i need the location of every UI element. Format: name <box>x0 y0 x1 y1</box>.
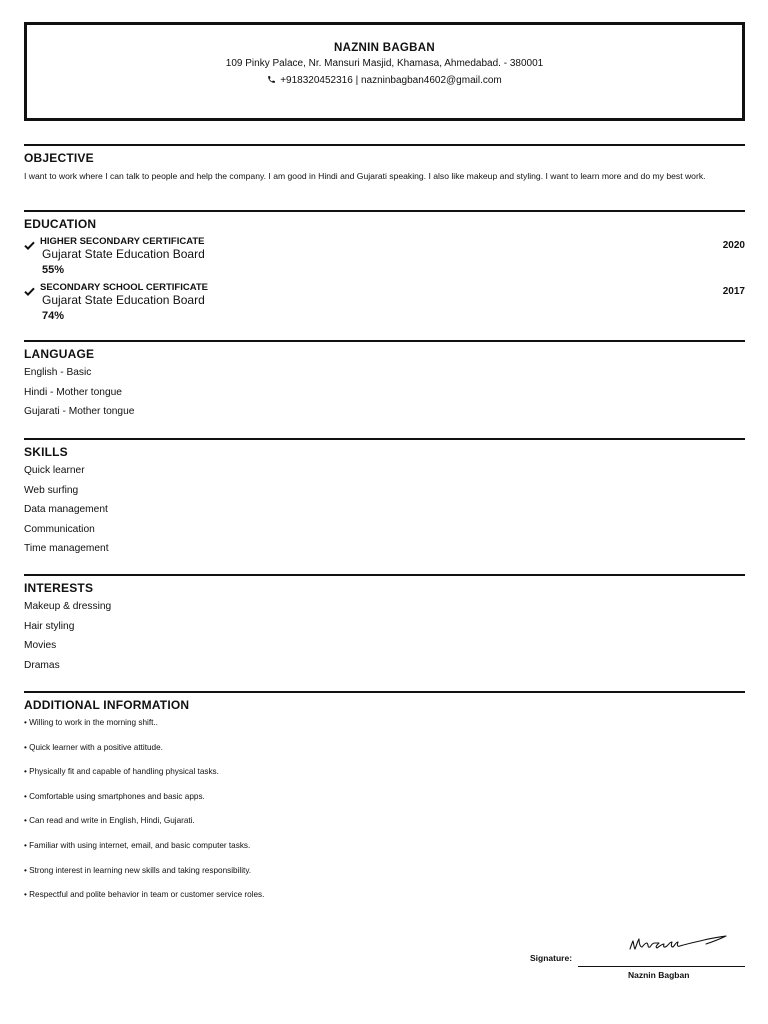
skills-title: SKILLS <box>24 445 68 459</box>
section-divider <box>24 144 745 146</box>
signature-block <box>530 925 745 985</box>
objective-section <box>24 144 745 183</box>
candidate-name: NAZNIN BAGBAN <box>333 42 435 54</box>
objective-text: I want to work where I can talk to people and help the company. I am good in Hindi and Gujarati speaking. I also like makeup and styling. I want to learn more and do my best work. <box>24 171 706 181</box>
list-item: Time management <box>24 543 109 555</box>
education-board: Gujarat State Education Board <box>42 247 205 261</box>
language-section <box>24 340 745 425</box>
education-percentage: 55% <box>42 264 65 276</box>
education-item <box>24 282 745 328</box>
objective-title: OBJECTIVE <box>24 151 94 165</box>
list-item: Hair styling <box>24 620 75 632</box>
section-divider <box>24 691 745 693</box>
list-item: Data management <box>24 504 108 516</box>
list-item: • Familiar with using internet, email, and basic computer tasks. <box>24 840 251 850</box>
interests-section <box>24 574 745 678</box>
resume-header <box>24 22 745 121</box>
checkmark-icon <box>24 283 35 301</box>
signature-name: Naznin Bagban <box>628 970 690 980</box>
list-item: English - Basic <box>24 367 92 378</box>
skills-section <box>24 438 745 562</box>
contact-text: +918320452316 | nazninbagban4602@gmail.com <box>280 75 502 86</box>
education-board: Gujarat State Education Board <box>42 293 205 307</box>
education-item <box>24 236 745 282</box>
list-item: • Can read and write in English, Hindi, Gujarati. <box>24 816 195 826</box>
education-certificate: SECONDARY SCHOOL CERTIFICATE <box>40 282 209 293</box>
signature-line <box>578 966 745 967</box>
candidate-contact <box>27 75 742 86</box>
list-item: Quick learner <box>24 465 85 476</box>
education-year: 2017 <box>722 286 745 297</box>
checkmark-icon <box>24 237 35 255</box>
section-divider <box>24 438 745 440</box>
interests-list <box>24 600 745 678</box>
education-year: 2020 <box>722 240 745 251</box>
education-percentage: 74% <box>42 310 65 322</box>
handwritten-signature <box>626 929 731 962</box>
skills-list <box>24 464 745 562</box>
list-item: Gujarati - Mother tongue <box>24 406 135 418</box>
language-title: LANGUAGE <box>24 347 95 361</box>
candidate-address: 109 Pinky Palace, Nr. Mansuri Masjid, Khamasa, Ahmedabad. - 380001 <box>225 58 544 69</box>
list-item: Movies <box>24 640 57 652</box>
list-item: • Willing to work in the morning shift.. <box>24 718 158 727</box>
section-divider <box>24 210 745 212</box>
list-item: Makeup & dressing <box>24 601 112 612</box>
signature-label: Signature: <box>530 953 573 963</box>
section-divider <box>24 574 745 576</box>
section-divider <box>24 340 745 342</box>
list-item: • Strong interest in learning new skills and taking responsibility. <box>24 865 252 875</box>
interests-title: INTERESTS <box>24 581 94 595</box>
list-item: Communication <box>24 523 95 535</box>
additional-section <box>24 691 745 914</box>
list-item: • Physically fit and capable of handling physical tasks. <box>24 767 219 777</box>
list-item: • Comfortable using smartphones and basic apps. <box>24 791 205 801</box>
education-certificate: HIGHER SECONDARY CERTIFICATE <box>40 236 205 247</box>
language-list <box>24 366 745 425</box>
education-section <box>24 210 745 328</box>
education-title: EDUCATION <box>24 217 97 231</box>
list-item: Dramas <box>24 659 60 671</box>
phone-icon <box>267 75 280 86</box>
list-item: Web surfing <box>24 484 79 496</box>
additional-list <box>24 717 745 914</box>
list-item: • Respectful and polite behavior in team or customer service roles. <box>24 890 265 900</box>
list-item: • Quick learner with a positive attitude. <box>24 742 163 752</box>
additional-title: ADDITIONAL INFORMATION <box>24 698 190 712</box>
list-item: Hindi - Mother tongue <box>24 386 122 398</box>
